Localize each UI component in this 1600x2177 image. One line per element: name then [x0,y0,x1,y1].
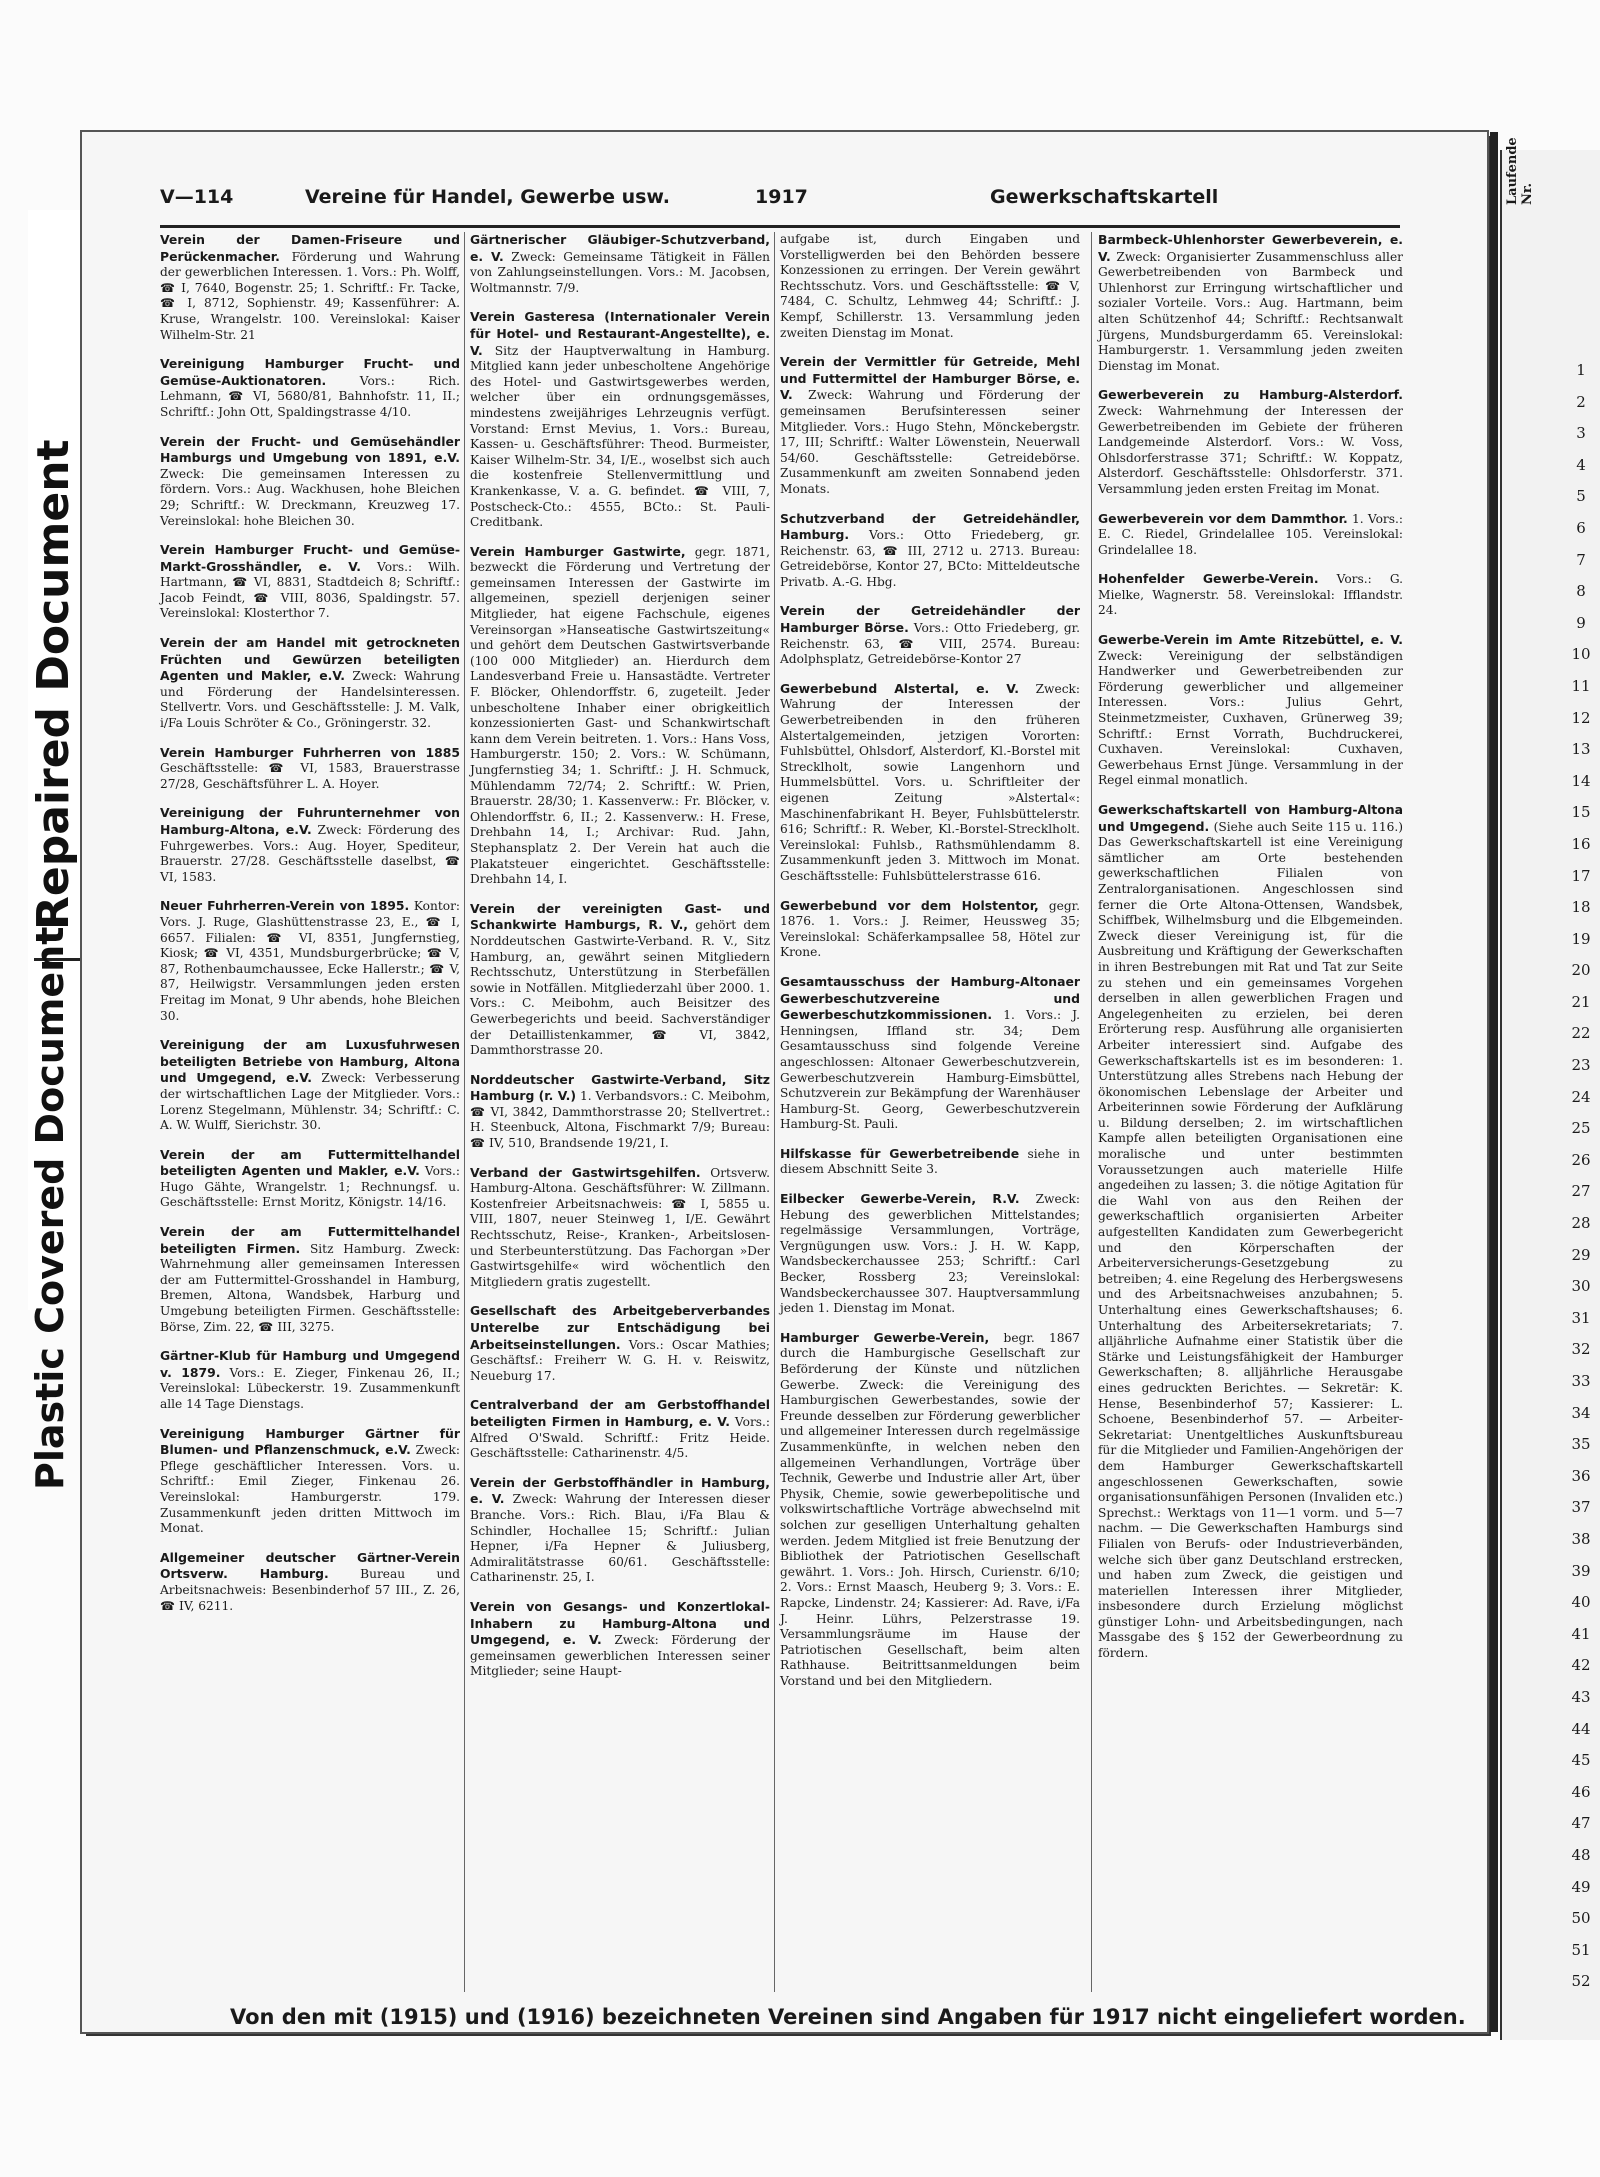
footer-note: Von den mit (1915) und (1916) bezeichneten Vereinen sind Angaben für 1917 nicht eingeliefert worden. [230,2005,1466,2029]
entry-body: gegr. 1871, bezweckt die Förderung und Vertretung der gemeinsamen Interessen der Gastwirte im allgemeinen, speziell derjenigen seiner Mitglieder, hat eigene Fachschule, eigenes Vereinsorgan »Hanseatische Gastwirtszeitung« und gehört dem Deutschen Gastwirtsverbande (100 000 Mitglieder) an. Hierdurch dem Landesverband Freie u. Hansastädte. Vertreter F. Blöcker, Ohlendorffstr. 6, zugeteilt. Jeder unbescholtene Inhaber einer obrigkeitlich konzessionierten Gast- und Schankwirtschaft kann dem Verein beitreten. 1. Vors.: Hans Voss, Hamburgerstr. 150; 2. Vors.: W. Schümann, Jungfernstieg 34; 1. Schriftf.: J. H. Schmuck, Mühlendamm 72/74; 2. Schriftf.: W. Prien, Brauerstr. 28/30; 1. Kassenverw.: Fr. Blöcker, v. Ohlendorffstr. 6, II.; 2. Kassenverw.: H. Frese, Drehbahn 14, I.; Archivar: Rud. Jahn, Stephansplatz 2. Der Verein hat auch die Plakatsteuer eingerichtet. Geschäftsstelle: Drehbahn 14, I. [470,544,770,887]
entry-title: Schutzverband der Getreidehändler, Hamburg. [780,510,1080,543]
entry-body: Zweck: Pflege geschäftlicher Interessen. Vors. u. Schriftf.: Emil Zieger, Finkenau 26. Vereinslokal: Hamburgerstr. 179. Zusammenkunft jeden dritten Mittwoch im Monat. [160,1443,460,1536]
stub-row-number: 14 [1571,771,1591,790]
entry-title: Gärtnerischer Gläubiger-Schutzverband, e. V. [470,232,770,264]
plastic-covered-label: Plastic Covered Document [28,926,72,1490]
directory-entry [470,1165,770,1291]
entry-body: Zweck: Wahrung der Interessen der Gewerbetreibenden in den früheren Alstertalgemeinden, jetzigen Vororten: Fuhlsbüttel, Ohlsdorf, Alsterdorf, Kl.-Borstel mit Strecklholt, sowie Langenhorn und Hummelsbüttel. Vors. u. Schriftleiter der eigenen Zeitung »Alstertal«: Maschinenfabrikant H. Beyer, Fuhlsbüttelerstr. 616; Schriftf.: R. Weber, Kl.-Borstel-Strecklholt. Vereinslokal: Fuhlsb., Rathsmühlendamm 8. Zusammenkunft jeden 3. Mittwoch im Monat. Geschäftsstelle: Fuhlsbüttelerstrasse 616. [780,681,1081,883]
stub-row-number: 10 [1571,645,1591,664]
stub-row-number: 13 [1571,740,1591,759]
entry-title: Hilfskasse für Gewerbetreibende [780,1145,1020,1161]
directory-entry [160,898,460,1024]
stub-row-number: 35 [1571,1435,1591,1454]
directory-entry [470,1599,770,1680]
directory-entry [470,1072,770,1152]
column-3 [780,232,1080,1702]
stub-row-number: 32 [1571,1340,1591,1359]
entry-title: Gärtner-Klub für Hamburg und Umgegend v. 1879. [160,1348,460,1380]
directory-entry [160,356,460,420]
stub-row-number: 9 [1576,613,1586,632]
entry-body: (Siehe auch Seite 115 u. 116.) Das Gewerkschaftskartell ist eine Vereinigung sämtlicher am Orte bestehenden gewerkschaftlichen Filialen von Zentralorganisationen. Angeschlossen sind ferner die Orte Altona-Ottensen, Wandsbek, Schiffbek, Wilhelmsburg und die Elbgemeinden. Zweck dieser Vereinigung ist, für die Ausbreitung und Kräftigung der Gewerkschaften in ihren Bestrebungen mit Rat und Tat zur Seite zu stehen und ein gemeinsames Vorgehen derselben in allen gewerblichen Fragen und Angelegenheiten zu erzielen, bei deren Erörterung resp. Ausführung alle organisierten Arbeiter interessiert sind. Aufgabe des Gewerkschaftskartells ist es im besonderen: 1. Unterstützung alles Strebens nach Hebung der ökonomischen Lebenslage der Arbeiter und Arbeiterinnen sowie Förderung der Aufklärung u. Bildung derselben; 2. im wirtschaftlichen Kampfe allen beteiligten Organisationen eine moralische und unter bestimmten Voraussetzungen auch materielle Hilfe angedeihen zu lassen; 3. die nötige Agitation für die Wahl von aus den Reihen der gewerkschaftlich organisierten Arbeiter aufgestellten Kandidaten zum Gewerbegericht und den Körperschaften der Arbeiterversicherungs-Gesetzgebung zu betreiben; 4. eine Regelung des Herbergswesens und des Arbeitsnachweises anzubahnen; 5. Unterhaltung eines Gewerkschaftshauses; 6. Unterhaltung des Arbeitersekretariats; 7. alljährliche Aufnahme einer Statistik über die Stärke und Leistungsfähigkeit der Hamburger Gewerkschaften; 8. alljährliche Herausgabe eines gedruckten Berichtes. — Sekretär: K. Hense, Besenbinderhof 57; Kassierer: L. Schoene, Besenbinderhof 57. — Arbeiter-Sekretariat: Unentgeltliches Auskunftsbureau für die Mitglieder und Familien-Angehörigen der dem Hamburger Gewerkschaftskartell angeschlossenen Gewerkschaften, sowie organisationsunfähigen Personen (Invaliden etc.) Sprechst.: Werktags von 11—1 vorm. und 5—7 nachm. — Die Gewerkschaften Hamburgs sind Filialen von Berufs- oder Industrieverbänden, welche sich über ganz Deutschland erstrecken, und haben zum Zweck, die geistigen und materiellen Interessen ihrer Mitglieder, insbesondere durch Erzielung möglichst günstiger Lohn- und Arbeitsbedingungen, nach Massgabe des § 152 der Gewerbeordnung zu fördern. [1098,819,1403,1661]
directory-entry [780,603,1080,667]
column-rule [464,232,465,1992]
directory-entry [470,1303,770,1384]
stub-row-number: 40 [1571,1593,1591,1612]
directory-entry [780,1191,1080,1317]
directory-entry [1098,571,1403,619]
stub-row-numbers [1565,355,1597,1998]
directory-entry [160,1037,460,1134]
entry-body: Vors.: Otto Friedeberg, gr. Reichenstr. 63, ☎ VIII, 2574. Bureau: Adolphsplatz, Getreidebörse-Kontor 27 [780,621,1080,667]
directory-entry [160,434,460,530]
entry-title: Barmbeck-Uhlenhorster Gewerbeverein, e. V. [1098,232,1403,264]
stub-row-number: 17 [1571,866,1591,885]
directory-entry [1098,802,1403,1662]
entry-body: Zweck: Hebung des gewerblichen Mittelstandes; regelmässige Versammlungen, Vorträge, Vergnügungen usw. Vors.: J. H. W. Kapp, Wandsbeckerchaussee 253; Schriftf.: Carl Becker, Rossberg 23; Vereinslokal: Wandsbeckerchaussee 307. Hauptversammlung jeden 1. Dienstag im Monat. [780,1192,1080,1316]
entry-title: Vereinigung Hamburger Frucht- und Gemüse-Auktionatoren. [160,356,460,388]
stub-row-number: 26 [1571,1150,1591,1169]
column-4 [1098,232,1403,1675]
entry-title: Allgemeiner deutscher Gärtner-Verein Ortsverw. Hamburg. [160,1549,460,1582]
entry-title: Verein der vereinigten Gast- und Schankwirte Hamburgs, R. V., [470,900,770,933]
directory-entry [780,898,1080,961]
directory-entry [1098,232,1403,374]
entry-body: gegr. 1876. 1. Vors.: J. Reimer, Heussweg 35; Vereinslokal: Schäferkampsallee 58, Hötel zur Krone. [780,898,1080,960]
stub-row-number: 39 [1571,1561,1591,1580]
stub-row-number: 22 [1571,1024,1591,1043]
column-1 [160,232,460,1627]
directory-entry [160,542,460,622]
directory-entry [470,544,770,888]
entry-body: Zweck: Wahrnehmung der Interessen der Gewerbetreibenden im Gebiete der früheren Landgemeinde Alsterdorf. Vors.: W. Voss, Ohlsdorferstrasse 371; Schriftf.: W. Koppatz, Alsterdorf. Geschäftsstelle: Ohlsdorferstr. 371. Versammlung jeden ersten Freitag im Monat. [1098,403,1403,496]
entry-body: Vors.: Wilh. Hartmann, ☎ VI, 8831, Stadtdeich 8; Schriftf.: Jacob Feindt, ☎ VIII, 8036, Spaldingstr. 57. Vereinslokal: Klosterthor 7. [160,559,460,621]
entry-title: Verein der Gerbstoffhändler in Hamburg, e. V. [470,1474,770,1507]
stub-row-number: 36 [1571,1466,1591,1485]
page-edge [1490,132,1498,2032]
stub-row-number: 33 [1571,1372,1591,1390]
stub-row-number: 7 [1576,550,1586,569]
entry-body: Vors.: Rich. Lehmann, ☎ VI, 5680/81, Bahnhofstr. 11, II.; Schriftf.: John Ott, Spaldingstrasse 4/10. [160,373,460,419]
entry-title: Norddeutscher Gastwirte-Verband, Sitz Hamburg (r. V.) [470,1071,770,1104]
stub-row-number: 5 [1576,487,1586,506]
entry-body: Zweck: Wahrung der Interessen dieser Branche. Vors.: Rich. Blau, i/Fa Blau & Schindler, Hochallee 15; Schriftf.: Julian Hepner, i/Fa Hepner & Juliusberg, Admiralitätstrasse 60/61. Geschäftsstelle: Catharinenstr. 25, I. [470,1492,771,1585]
entry-body: Vors.: Hugo Gähte, Wrangelstr. 1; Rechnungsf. u. Geschäftsstelle: Ernst Moritz, Königstr. 14/16. [160,1164,461,1210]
column-2 [470,232,770,1693]
directory-entry [470,1475,770,1586]
stub-row-number: 28 [1571,1214,1591,1233]
directory-entry [160,1147,460,1211]
directory-entry [470,1397,770,1461]
entry-body: 1. Verbandsvors.: C. Meibohm, ☎ VI, 3842, Dammthorstrasse 20; Stellvertret.: H. Steenbuck, Altona, Fischmarkt 7/9; Bureau: ☎ IV, 510, Brandsende 19/21, I. [470,1089,771,1151]
stub-row-number: 2 [1576,392,1586,411]
stub-row-number: 8 [1576,582,1586,601]
entry-body: Vors.: Alfred O'Swald. Schriftf.: Fritz Heide. Geschäftsstelle: Catharinenstr. 4/5. [470,1414,771,1461]
stub-row-number: 25 [1571,1119,1591,1138]
entry-title: Vereinigung Hamburger Gärtner für Blumen- und Pflanzenschmuck, e.V. [160,1425,460,1458]
directory-entry [470,232,770,296]
stub-heading: Laufende Nr. [1505,137,1535,205]
entry-body: Zweck: Organisierter Zusammenschluss aller Gewerbetreibenden von Barmbeck und Uhlenhorst zur Erringung wirtschaftlicher und sozialer Vorteile. Vors.: Aug. Hartmann, beim alten Schützenhof 44; Schriftf.: Rechtsanwalt Jürgens, Mundsburgerdamm 65. Vereinslokal: Hamburgerstr. 1. Versammlung jeden zweiten Dienstag im Monat. [1098,249,1403,373]
entry-title: Verein der Getreidehändler der Hamburger Börse. [780,603,1080,636]
stub-row-number: 20 [1571,961,1591,980]
stub-row-number: 27 [1571,1182,1591,1201]
stub-row-number: 45 [1571,1751,1591,1770]
directory-entry [470,309,770,530]
entry-title: Verein Gasteresa (Internationaler Verein für Hotel- und Restaurant-Angestellte), e. V. [470,309,770,358]
stub-row-number: 43 [1571,1687,1591,1706]
stub-row-number: 15 [1571,803,1591,822]
entry-title: Vereinigung der Fuhrunternehmer von Hamburg-Altona, e.V. [160,805,460,837]
entry-title: Hohenfelder Gewerbe-Verein. [1098,571,1319,587]
entry-body: Vors.: Otto Friedeberg, gr. Reichenstr. 63, ☎ III, 2712 u. 2713. Bureau: Getreidebörse, Kontor 27, BCto: Mitteldeutsche Privatb. A.-G. Hbg. [780,528,1080,589]
entry-title: Gewerbeverein vor dem Dammthor. [1098,510,1348,526]
year: 1917 [755,186,808,208]
page-header [160,180,1400,214]
directory-entry [780,1146,1080,1178]
entry-body: Zweck: Vereinigung der selbständigen Handwerker und Gewerbetreibenden zur Förderung gewerblicher und allgemeiner Interessen. Vors.: Julius Gehrt, Steinmetzmeister, Cuxhaven, Grünerweg 39; Schriftf.: Ernst Vorrath, Buchdruckerei, Cuxhaven. Vereinslokal: Cuxhaven, Gewerbehaus Ernst Jünge. Versammlung in der Regel einmal monatlich. [1098,648,1403,788]
stub-row-number: 48 [1571,1845,1591,1864]
stub-row-number: 50 [1571,1909,1591,1928]
entry-body: Zweck: Gemeinsame Tätigkeit in Fällen von Zahlungseinstellungen. Vors.: M. Jacobsen, Woltmannstr. 7/9. [470,249,771,295]
entry-title: Gesellschaft des Arbeitgeberverbandes Unterelbe zur Entschädigung bei Arbeitseinstellungen. [470,1303,770,1352]
page-number: V—114 [160,186,234,208]
entry-body: Zweck: Wahrung und Förderung der gemeinsamen Berufsinteressen seiner Mitglieder. Vors.: Hugo Stehn, Mönckebergstr. 17, III; Schriftf.: Walter Löwenstein, Neuerwall 54/60. Geschäftsstelle: Getreidebörse. Zusammenkunft am zweiten Sonnabend jeden Monats. [780,388,1081,496]
entry-body: begr. 1867 durch die Hamburgische Gesellschaft zur Beförderung der Künste und nützlichen Gewerbe. Zweck: die Vereinigung des Hamburgischen Gewerbestandes, sowie der Freunde desselben zur Förderung gewerblicher und allgemeiner Interessen durch regelmässige Zusammenkünfte, in welchen neben den allgemeinen Verhandlungen, Vorträge über Technik, Gewerbe und Industrie aller Art, über Physik, Chemie, sowie gewerbepolitische und volkswirtschaftliche Vorträge abwechselnd mit solchen zur geselligen Unterhaltung gehalten werden. Jedem Mitglied ist freie Benutzung der Bibliothek der Patriotischen Gesellschaft gewährt. 1. Vors.: Joh. Hirsch, Curienstr. 6/10; 2. Vors.: Ernst Maasch, Heuberg 9; 3. Vors.: E. Rapcke, Lindenstr. 24; Kassierer: Ad. Rave, i/Fa J. Heinr. Lührs, Pelzerstrasse 19. Versammlungsräume im Hause der Patriotischen Gesellschaft, beim alten Rathhause. Beitrittsanmeldungen beim Vorstand und bei den Mitgliedern. [780,1330,1080,1688]
entry-title: Gewerbe-Verein im Amte Ritzebüttel, e. V. [1098,632,1403,648]
entry-body: Sitz Hamburg. Zweck: Wahrnehmung aller gemeinsamen Interessen der am Futtermittel-Grosshandel in Hamburg, Bremen, Altona, Wandsbek, Harburg und Umgebung beteiligten Firmen. Geschäftsstelle: Börse, Zim. 22, ☎ III, 3275. [160,1241,460,1334]
entry-title: Verein von Gesangs- und Konzertlokal-Inhabern zu Hamburg-Altona und Umgegend, e. V. [470,1598,770,1648]
entry-body: siehe in diesem Abschnitt Seite 3. [780,1146,1080,1177]
entry-body: Sitz der Hauptverwaltung in Hamburg. Mitglied kann jeder unbescholtene Angehörige des Hotel- und Gastwirtsgewerbes werden, welcher über ein ordnungsgemässes, mindestens zweijähriges Lehrzeugnis verfügt. Vorstand: Ernst Mevius, 1. Vors.: Bureau, Kassen- u. Geschäftsführer: Theod. Burmeister, Kaiser Wilhelm-Str. 34, I/E., woselbst sich auch die kostenfreie Stellenvermittlung und Krankenkasse, V. a. G. befindet. ☎ VIII, 7, Postscheck-Cto.: 4555, BCto.: St. Pauli-Creditbank. [470,343,771,530]
stub-row-number: 37 [1571,1498,1591,1517]
entry-body: Zweck: Förderung der gemeinsamen gewerblichen Interessen seiner Mitglieder; seine Haupt- [470,1633,771,1679]
stub-row-number: 23 [1571,1056,1591,1075]
entry-title: Neuer Fuhrherren-Verein von 1895. [160,898,410,914]
column-rule [774,232,775,1992]
directory-entry [160,232,460,343]
stub-row-number: 34 [1571,1403,1591,1422]
entry-title: Gewerbebund vor dem Holstentor, [780,897,1039,913]
entry-title: Eilbecker Gewerbe-Verein, R.V. [780,1191,1020,1207]
column-rule [1091,232,1092,1992]
entry-title: Centralverband der am Gerbstoffhandel beteiligten Firmen in Hamburg, e. V. [470,1397,770,1429]
entry-title: Verein Hamburger Fuhrherren von 1885 [160,744,460,760]
header-rule [160,225,1400,228]
directory-entry [780,354,1080,497]
entry-title: Gesamtausschuss der Hamburg-Altonaer Gewerbeschutzvereine und Gewerbeschutzkommissionen. [780,973,1080,1023]
directory-entry [780,232,1080,341]
entry-title: Vereinigung der am Luxusfuhrwesen beteiligten Betriebe von Hamburg, Altona und Umgegend, e.V. [160,1037,460,1086]
directory-entry [160,635,460,732]
entry-title: Verein der am Handel mit getrockneten Früchten und Gewürzen beteiligten Agenten und Makler, e.V. [160,635,460,684]
entry-body: aufgabe ist, durch Eingaben und Vorstelligwerden bei den Behörden bessere Konzessionen zu erringen. Der Verein gewährt Rechtsschutz. Vors. und Geschäftsstelle: ☎ V, 7484, C. Schultz, Lehmweg 44; Schriftf.: J. Kempf, Schillerstr. 13. Versammlung jeden zweiten Dienstag im Monat. [780,232,1080,340]
directory-entry [780,974,1080,1133]
directory-entry [160,745,460,793]
entry-body: Geschäftsstelle: ☎ VI, 1583, Brauerstrasse 27/28, Geschäftsführer L. A. Hoyer. [160,761,460,791]
stub-row-number: 49 [1571,1877,1591,1896]
entry-title: Verein der Damen-Friseure und Perückenmacher. [160,232,460,264]
entry-title: Verein Hamburger Gastwirte, [470,543,686,559]
directory-entry [470,901,770,1059]
entry-title: Hamburger Gewerbe-Verein, [780,1329,990,1345]
entry-body: Zweck: Förderung des Fuhrgewerbes. Vors.: Aug. Hoyer, Spediteur, Brauerstr. 27/28. Geschäftsstelle daselbst, ☎ VI, 1583. [160,823,460,884]
stub-row-number: 1 [1576,361,1586,379]
stub-row-number: 12 [1571,708,1591,727]
entry-body: Förderung und Wahrung der gewerblichen Interessen. 1. Vors.: Ph. Wolff, ☎ I, 7640, Bogenstr. 25; 1. Schriftf.: Fr. Tacke, ☎ I, 8712, Sophienstr. 49; Kassenführer: A. Kruse, Wrangelstr. 100. Vereinslokal: Kaiser Wilhelm-Str. 21 [160,249,461,342]
stub-row-number: 38 [1571,1529,1591,1548]
stub-row-number: 42 [1571,1656,1591,1675]
stub-row-number: 46 [1571,1782,1591,1801]
stub-row-number: 19 [1571,929,1591,948]
stub-row-number: 11 [1571,676,1591,695]
entry-title: Gewerbeverein zu Hamburg-Alsterdorf. [1098,387,1403,403]
entry-body: Vors.: E. Zieger, Finkenau 26, II.; Vereinslokal: Lübeckerstr. 19. Zusammenkunft alle 14 Tage Dienstags. [160,1365,461,1411]
entry-title: Verein der Vermittler für Getreide, Mehl und Futtermittel der Hamburger Börse, e. V. [780,354,1080,403]
stub-row-number: 16 [1571,834,1591,853]
directory-entry [160,1224,460,1335]
topic-title: Gewerkschaftskartell [990,186,1219,208]
repaired-document-label: Repaired Document [28,439,79,930]
entry-body: Bureau und Arbeitsnachweis: Besenbinderhof 57 III., Z. 26, ☎ IV, 6211. [160,1567,460,1613]
stub-row-number: 6 [1576,518,1586,537]
directory-entry [160,1348,460,1412]
stub-row-number: 31 [1571,1308,1591,1327]
directory-entry [780,1330,1080,1690]
directory-entry [160,1426,460,1537]
directory-entry [1098,387,1403,497]
entry-body: Ortsverw. Hamburg-Altona. Geschäftsführer: W. Zillmann. Kostenfreier Arbeitsnachweis: ☎ I, 5855 u. VIII, 1807, neuer Steinweg 1, I/E. Gewährt Rechtsschutz, Reise-, Kranken-, Arbeitslosen- und Sterbeunterstützung. Das Fachorgan »Der Gastwirtsgehilfe« wird wöchentlich den Mitgliedern gratis zugestellt. [470,1165,770,1289]
directory-entry [780,511,1080,591]
stub-row-number: 44 [1571,1719,1591,1738]
entry-body: Zweck: Wahrung und Förderung der Handelsinteressen. Stellvertr. Vors. und Geschäftsstelle: J. M. Valk, i/Fa Louis Schröter & Co., Gröningerstr. 32. [160,669,461,731]
entry-body: Vors.: Oscar Mathies; Geschäftsf.: Freiherr W. G. H. v. Reiswitz, Neueburg 17. [470,1337,770,1383]
directory-entry [1098,632,1403,789]
stub-row-number: 18 [1571,898,1591,917]
entry-title: Gewerbebund Alstertal, e. V. [780,680,1019,696]
stub-row-number: 29 [1571,1245,1591,1264]
stub-row-number: 21 [1571,992,1591,1011]
document-condition-label [28,210,89,1490]
entry-body: Kontor: Vors. J. Ruge, Glashüttenstrasse 23, E., ☎ I, 6657. Filialen: ☎ VI, 8351, Jungfernstieg, Kiosk; ☎ VI, 4351, Mundsburgerbrücke; ☎ V, 87, Rothenbaumchaussee, Ecke Hallerstr.; ☎ V, 87, Heilwigstr. Versammlungen jeden ersten Freitag im Monat, 9 Uhr abends, hohe Bleichen 30. [160,899,461,1023]
entry-body: 1. Vors.: J. Henningsen, Iffland str. 34; Dem Gesamtausschuss sind folgende Vereine angeschlossen: Altonaer Gewerbeschutzverein, Gewerbeschutzverein Hamburg-Eimsbüttel, Schutzverein zur Bekämpfung der Warenhäuser Hamburg-St. Georg, Gewerbeschutzverein Hamburg-St. Pauli. [780,1008,1080,1132]
stub-row-number: 41 [1571,1624,1591,1643]
entry-body: Zweck: Die gemeinsamen Interessen zu fördern. Vors.: Aug. Wackhusen, hohe Bleichen 29; Schriftf.: W. Dreckmann, Kreuzweg 17. Vereinslokal: hohe Bleichen 30. [160,466,460,528]
entry-body: Vors.: G. Mielke, Wagnerstr. 58. Vereinslokal: Ifflandstr. 24. [1098,572,1403,618]
directory-entry [1098,511,1403,559]
entry-title: Gewerkschaftskartell von Hamburg-Altona und Umgegend. [1098,802,1403,834]
directory-entry [780,681,1080,885]
stub-row-number: 47 [1571,1814,1591,1833]
entry-body: 1. Vors.: E. C. Riedel, Grindelallee 105. Vereinslokal: Grindelallee 18. [1098,511,1403,557]
entry-body: Zweck: Verbesserung der wirtschaftlichen Lage der Mitglieder. Vors.: Lorenz Stegelmann, Mühlenstr. 34; Schriftf.: C. A. W. Wulff, Sierichstr. 30. [160,1071,460,1133]
directory-entry [160,1550,460,1614]
entry-title: Verein der Frucht- und Gemüsehändler Hamburgs und Umgebung von 1891, e.V. [160,433,460,466]
entry-title: Verein der am Futtermittelhandel beteiligten Agenten und Makler, e.V. [160,1146,460,1179]
stub-row-number: 24 [1571,1087,1591,1106]
stub-row-number: 4 [1576,455,1586,474]
section-title: Vereine für Handel, Gewerbe usw. [305,186,670,208]
stub-row-number: 51 [1571,1940,1591,1959]
stub-row-number: 3 [1576,424,1586,443]
entry-title: Verein der am Futtermittelhandel beteiligten Firmen. [160,1224,460,1256]
entry-title: Verband der Gastwirtsgehilfen. [470,1164,701,1180]
stub-row-number: 52 [1571,1972,1591,1991]
directory-entry [160,805,460,885]
entry-title: Verein Hamburger Frucht- und Gemüse-Markt-Grosshändler, e. V. [160,542,460,574]
stub-row-number: 30 [1571,1277,1591,1296]
entry-body: gehört dem Norddeutschen Gastwirte-Verband. R. V., Sitz Hamburg, an, gewährt seinen Mitgliedern Rechtsschutz, Unterstützung in Sterbefällen sowie in Notfällen. Mitgliederzahl über 2000. 1. Vors.: C. Meibohm, auch Beisitzer des Gewerbegerichts und beeid. Sachverständiger der Detaillistenkammer, ☎ VI, 3842, Dammthorstrasse 20. [470,918,770,1058]
